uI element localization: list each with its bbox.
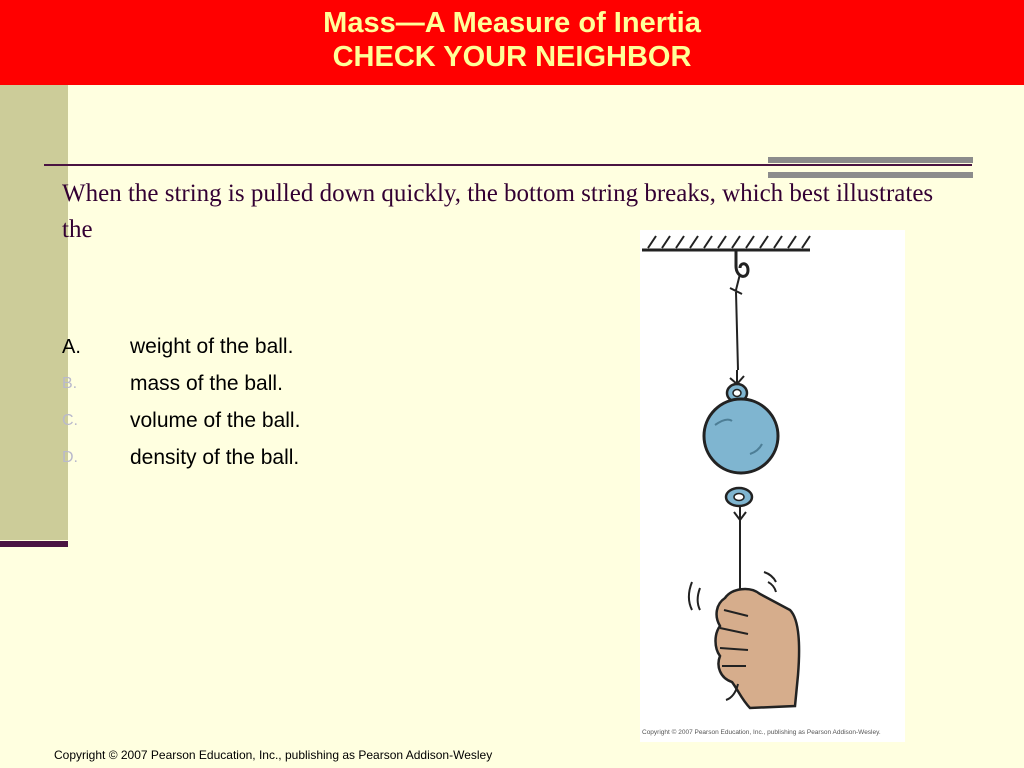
ceiling-hatch [648,236,810,248]
option-text: density of the ball. [130,446,300,469]
ball [704,399,778,473]
option-letter: B. [62,375,78,392]
option-letter: A. [62,336,81,358]
left-decorative-bar [0,85,68,540]
motion-lines-right [764,572,776,592]
slide-subtitle: CHECK YOUR NEIGHBOR [332,41,692,73]
question-text: When the string is pulled down quickly, the bottom string breaks, which best illustrates the [62,180,934,243]
option-text: volume of the ball. [130,409,301,432]
option-text: weight of the ball. [130,335,294,358]
hook-icon [736,250,748,276]
motion-lines-left [689,582,700,610]
left-bar-underline [0,541,68,547]
figure-credit: Copyright © 2007 Pearson Education, Inc., publishing as Pearson Addison-Wesley. [642,729,881,736]
option-letter: D. [62,449,78,466]
option-text: mass of the ball. [130,372,283,395]
top-string [730,274,742,370]
footer-copyright: Copyright © 2007 Pearson Education, Inc., publishing as Pearson Addison-Wesley [54,748,493,762]
option-letter: C. [62,412,78,429]
illustration-graphic [640,230,905,742]
rule-decoration [768,157,973,178]
ball-string-illustration [640,230,905,742]
slide-title: Mass—A Measure of Inertia [323,7,701,39]
slide-header [0,0,1024,85]
